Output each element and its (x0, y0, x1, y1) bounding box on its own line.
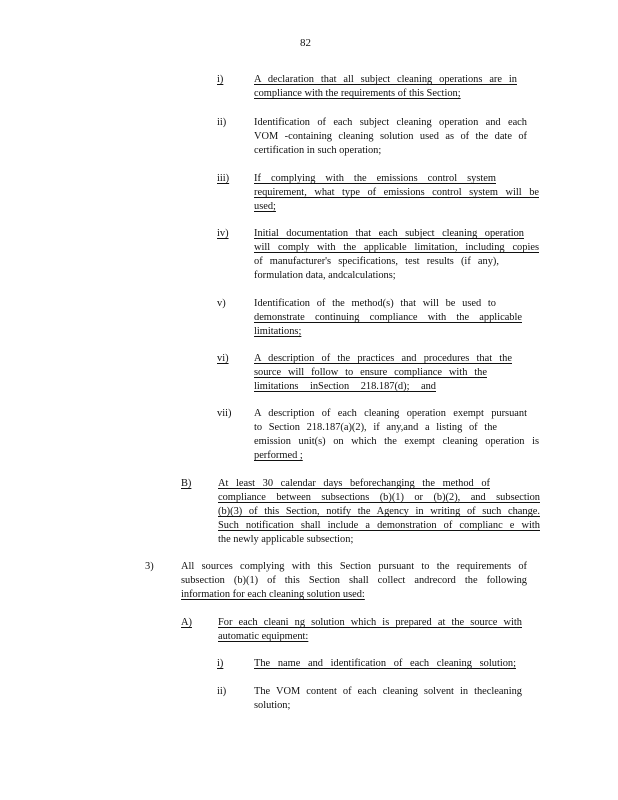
clause-text (254, 685, 522, 713)
clause-text (218, 616, 522, 644)
clause-label: iv) (217, 228, 229, 239)
text-line: A declaration that all subject cleaning operations are in (254, 74, 517, 85)
text-line: automatic equipment: (218, 631, 309, 642)
clause-text (218, 477, 540, 547)
clause-text (254, 172, 539, 214)
clause-text (254, 116, 527, 158)
clause-label: v) (217, 298, 226, 309)
clause-text (181, 560, 527, 602)
text-line: If complying with the emissions control system (254, 173, 496, 184)
clause-label: A) (181, 617, 192, 628)
text-line: Initial documentation that each subject cleaning operation (254, 228, 524, 239)
text-line: Such notification shall include a demonstration of complianc e with (218, 520, 540, 531)
text-line: A description of the practices and procedures that the (254, 353, 512, 364)
text-line: At least 30 calendar days beforechanging the method of (218, 478, 490, 489)
text-line: limitations inSection 218.187(d); and (254, 381, 436, 392)
text-line: to Section 218.187(a)(2), if any,and a listing of the (254, 422, 497, 433)
clause-label: ii) (217, 117, 227, 128)
text-line: the newly applicable subsection; (218, 534, 354, 545)
text-line: limitations; (254, 326, 302, 337)
text-line: All sources complying with this Section pursuant to the requirements of (181, 561, 527, 572)
clause-text (254, 657, 516, 671)
text-line: The name and identification of each cleaning solution; (254, 658, 516, 669)
text-line: (b)(3) of this Section, notify the Agency in writing of such change. (218, 506, 540, 517)
text-line: emission unit(s) on which the exempt cleaning operation is (254, 436, 539, 447)
clause-text (254, 297, 522, 339)
text-line: certification in such operation; (254, 145, 382, 156)
clause-label: i) (217, 74, 224, 85)
text-line: solution; (254, 700, 291, 711)
text-line: Identification of the method(s) that will be used to (254, 298, 496, 309)
text-line: Identification of each subject cleaning operation and each (254, 117, 527, 128)
text-line: requirement, what type of emissions control system will be (254, 187, 539, 198)
text-line: of manufacturer's specifications, test results (if any), (254, 256, 499, 267)
clause-label: vi) (217, 353, 229, 364)
page-number: 82 (300, 37, 311, 49)
clause-label: ii) (217, 686, 227, 697)
clause-text (254, 73, 517, 101)
clause-text (254, 227, 539, 283)
text-line: source will follow to ensure compliance with the (254, 367, 487, 378)
clause-label: vii) (217, 408, 232, 419)
text-line: For each cleani ng solution which is prepared at the source with (218, 617, 522, 628)
text-line: The VOM content of each cleaning solvent in thecleaning (254, 686, 522, 697)
text-line: information for each cleaning solution used: (181, 589, 365, 600)
text-line: A description of each cleaning operation exempt pursuant (254, 408, 527, 419)
text-line: used; (254, 201, 276, 212)
text-line: compliance with the requirements of this Section; (254, 88, 461, 99)
clause-label: 3) (145, 561, 154, 572)
clause-label: B) (181, 478, 192, 489)
text-line: subsection (b)(1) of this Section shall collect andrecord the following (181, 575, 527, 586)
text-line: compliance between subsections (b)(1) or (b)(2), and subsection (218, 492, 540, 503)
text-line: performed ; (254, 450, 303, 461)
clause-text (254, 407, 539, 463)
text-line: will comply with the applicable limitation, including copies (254, 242, 539, 253)
text-line: demonstrate continuing compliance with the applicable (254, 312, 522, 323)
clause-text (254, 352, 512, 394)
clause-label: iii) (217, 173, 230, 184)
text-line: VOM -containing cleaning solution used as of the date of (254, 131, 527, 142)
text-line: formulation data, andcalculations; (254, 270, 396, 281)
clause-label: i) (217, 658, 224, 669)
